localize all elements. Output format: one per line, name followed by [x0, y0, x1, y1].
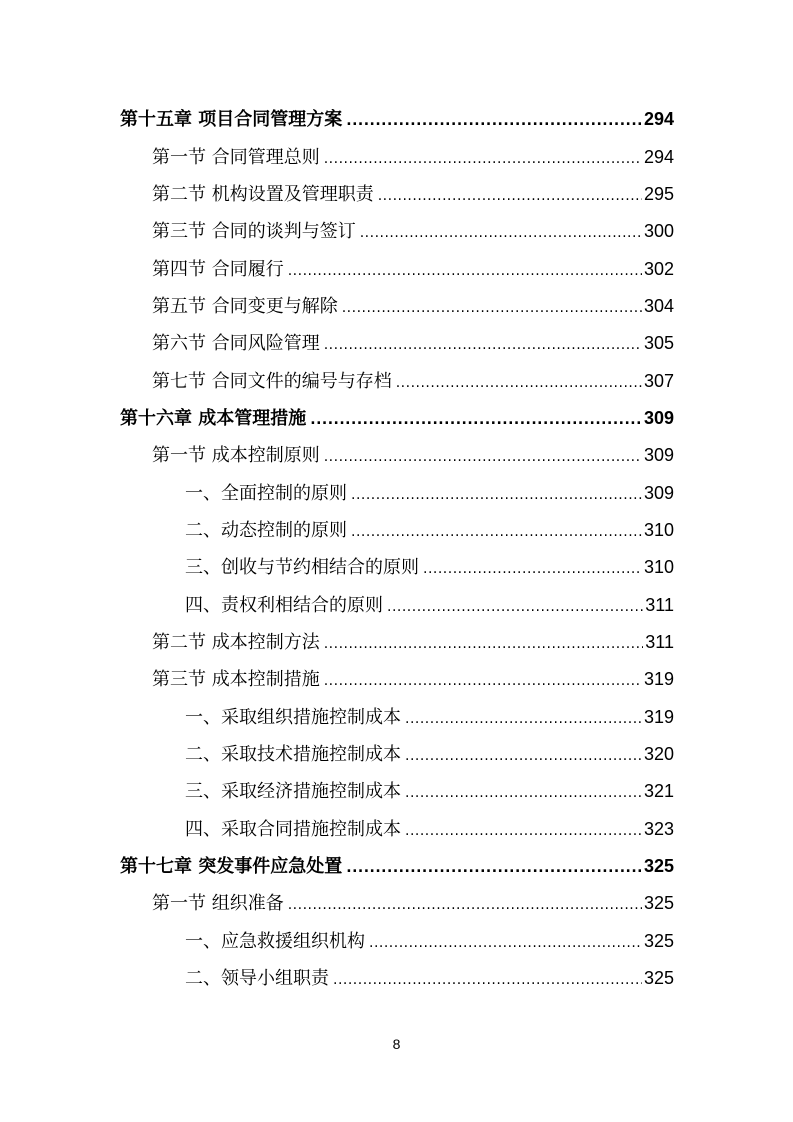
toc-entry-title: 一、全面控制的原则: [185, 483, 347, 504]
toc-entry-page: 309: [643, 408, 674, 428]
toc-entry-chapter[interactable]: [120, 104, 674, 134]
toc-entry-chapter[interactable]: [120, 851, 674, 881]
toc-entry-title: 四、采取合同措施控制成本: [185, 819, 401, 840]
toc-entry-section[interactable]: [152, 366, 674, 396]
toc-entry-title: 第三节 合同的谈判与签订: [152, 221, 356, 242]
toc-entry-title: 二、领导小组职责: [185, 968, 329, 989]
dot-leader: [342, 293, 642, 323]
toc-entry-page: 325: [643, 893, 674, 913]
toc-entry-page: 325: [643, 856, 674, 876]
toc-entry-title: 第一节 合同管理总则: [152, 147, 320, 168]
toc-entry-subsection[interactable]: [185, 702, 674, 732]
dot-leader: [351, 517, 642, 547]
toc-entry-subsection[interactable]: [185, 776, 674, 806]
dot-leader: [423, 554, 642, 584]
toc-entry-subsection[interactable]: [185, 515, 674, 545]
toc-entry-page: 294: [643, 109, 674, 129]
toc-entry-subsection[interactable]: [185, 590, 674, 620]
toc-entry-subsection[interactable]: [185, 739, 674, 769]
dot-leader: [288, 256, 642, 286]
dot-leader: [324, 666, 642, 696]
toc-entry-title: 一、采取组织措施控制成本: [185, 707, 401, 728]
toc-entry-section[interactable]: [152, 291, 674, 321]
toc-entry-page: 309: [643, 483, 674, 503]
toc-entry-page: 325: [643, 968, 674, 988]
toc-entry-subsection[interactable]: [185, 478, 674, 508]
dot-leader: [387, 592, 643, 622]
dot-leader: [333, 965, 642, 995]
toc-entry-page: 325: [643, 931, 674, 951]
toc-entry-page: 319: [643, 707, 674, 727]
dot-leader: [369, 928, 642, 958]
dot-leader: [288, 890, 642, 920]
toc-entry-title: 第七节 合同文件的编号与存档: [152, 371, 392, 392]
toc-entry-page: 319: [643, 669, 674, 689]
toc-entry-page: 295: [643, 184, 674, 204]
toc-entry-title: 第四节 合同履行: [152, 259, 284, 280]
toc-entry-page: 321: [643, 781, 674, 801]
toc-entry-subsection[interactable]: [185, 814, 674, 844]
toc-entry-section[interactable]: [152, 328, 674, 358]
toc-entry-page: 307: [643, 371, 674, 391]
toc-entry-title: 第二节 机构设置及管理职责: [152, 184, 374, 205]
toc-entry-title: 第十七章 突发事件应急处置: [120, 856, 343, 877]
toc-entry-page: 309: [643, 445, 674, 465]
toc-entry-page: 320: [643, 744, 674, 764]
toc-entry-title: 三、采取经济措施控制成本: [185, 781, 401, 802]
toc-entry-chapter[interactable]: [120, 403, 674, 433]
dot-leader: [396, 368, 642, 398]
toc-entry-subsection[interactable]: [185, 926, 674, 956]
toc-entry-page: 311: [645, 632, 674, 652]
toc-entry-title: 第十五章 项目合同管理方案: [120, 109, 343, 130]
dot-leader: [378, 181, 642, 211]
toc-entry-section[interactable]: [152, 216, 674, 246]
toc-entry-page: 294: [643, 147, 674, 167]
toc-entry-page: 304: [643, 296, 674, 316]
toc-entry-page: 311: [645, 595, 674, 615]
dot-leader: [310, 405, 642, 435]
toc-entry-section[interactable]: [152, 440, 674, 470]
toc-entry-title: 第二节 成本控制方法: [152, 632, 320, 653]
toc-entry-subsection[interactable]: [185, 552, 674, 582]
dot-leader: [346, 853, 642, 883]
toc-entry-title: 一、应急救援组织机构: [185, 931, 365, 952]
dot-leader: [346, 106, 642, 136]
toc-entry-section[interactable]: [152, 142, 674, 172]
page-number: 8: [392, 1036, 401, 1052]
dot-leader: [405, 704, 642, 734]
toc-entry-title: 第一节 成本控制原则: [152, 445, 320, 466]
dot-leader: [405, 816, 642, 846]
toc-entry-page: 305: [643, 333, 674, 353]
toc-entry-section[interactable]: [152, 888, 674, 918]
dot-leader: [405, 741, 642, 771]
toc-entry-page: 310: [643, 520, 674, 540]
toc-entry-title: 第十六章 成本管理措施: [120, 408, 307, 429]
toc-entry-section[interactable]: [152, 664, 674, 694]
toc-entry-title: 第三节 成本控制措施: [152, 669, 320, 690]
toc-entry-title: 第一节 组织准备: [152, 893, 284, 914]
toc-entry-page: 310: [643, 557, 674, 577]
dot-leader: [324, 442, 642, 472]
toc-entry-page: 302: [643, 259, 674, 279]
toc-entry-page: 300: [643, 221, 674, 241]
toc-entry-title: 三、创收与节约相结合的原则: [185, 557, 419, 578]
dot-leader: [324, 629, 644, 659]
toc-entry-section[interactable]: [152, 254, 674, 284]
toc-entry-title: 四、责权利相结合的原则: [185, 595, 383, 616]
toc-entry-title: 第五节 合同变更与解除: [152, 296, 338, 317]
toc-entry-title: 二、采取技术措施控制成本: [185, 744, 401, 765]
dot-leader: [405, 778, 642, 808]
toc-entry-section[interactable]: [152, 179, 674, 209]
toc-entry-section[interactable]: [152, 627, 674, 657]
dot-leader: [360, 218, 642, 248]
toc-entry-page: 323: [643, 819, 674, 839]
toc-entry-title: 第六节 合同风险管理: [152, 333, 320, 354]
dot-leader: [351, 480, 642, 510]
toc-entry-subsection[interactable]: [185, 963, 674, 993]
dot-leader: [324, 330, 642, 360]
dot-leader: [324, 144, 642, 174]
toc-entry-title: 二、动态控制的原则: [185, 520, 347, 541]
